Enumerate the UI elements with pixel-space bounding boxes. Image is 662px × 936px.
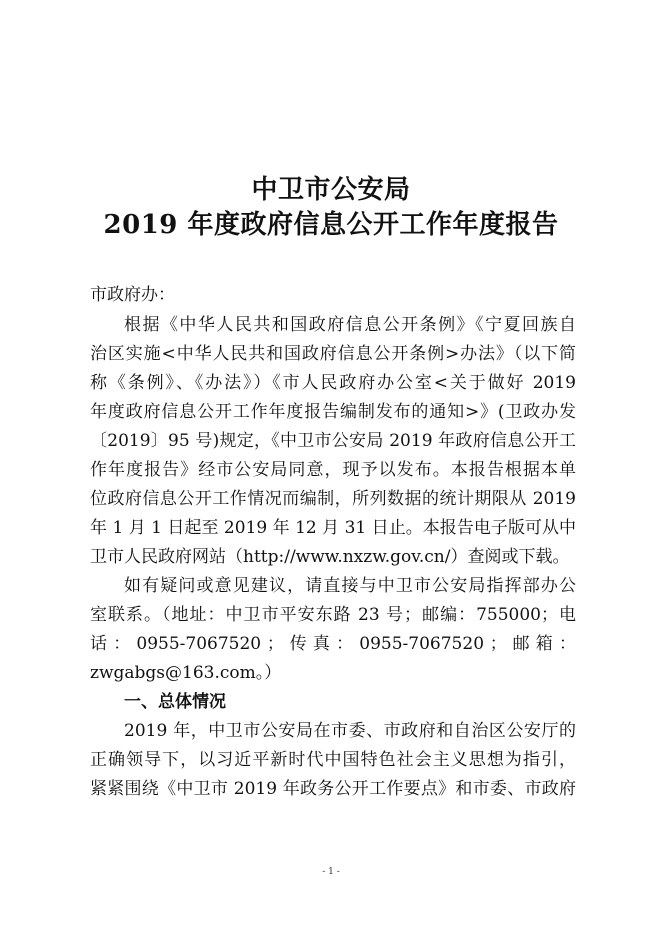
paragraph-line: 如有疑问或意见建议，请直接与中卫市公安局指挥部办公 <box>124 576 576 596</box>
section-heading: 一、总体情况 <box>124 692 226 712</box>
paragraph-line: zwgabgs@163.com。） <box>90 663 282 683</box>
paragraph-line: 正确领导下，以习近平新时代中国特色社会主义思想为指引， <box>90 750 576 770</box>
paragraph-line: 年 1 月 1 日起至 2019 年 12 月 31 日止。本报告电子版可从中 <box>90 518 576 538</box>
paragraph-line: 称《条例》、《办法》）《市人民政府办公室<关于做好 2019 <box>90 373 576 393</box>
paragraph-line: 治区实施<中华人民共和国政府信息公开条例>办法》（以下简 <box>90 344 576 364</box>
paragraph-line: 卫市人民政府网站（http://www.nxzw.gov.cn/）查阅或下载。 <box>90 547 570 567</box>
paragraph-line: 位政府信息公开工作情况而编制，所列数据的统计期限从 2019 <box>90 489 576 509</box>
paragraph-line: 紧紧围绕《中卫市 2019 年政务公开工作要点》和市委、市政府 <box>90 779 576 799</box>
paragraph-line: 话 ： 0955-7067520 ； 传 真 ： 0955-7067520 ； 邮 箱 ： <box>90 634 576 654</box>
paragraph-line: 室联系。（地址：中卫市平安东路 23 号；邮编：755000；电 <box>90 605 576 625</box>
page-number: - 1 - <box>322 867 340 877</box>
report-title-line-2: 2019 年度政府信息公开工作年度报告 <box>103 210 559 240</box>
paragraph-line: 年度政府信息公开工作年度报告编制发布的通知>》(卫政办发 <box>90 402 576 422</box>
report-title-line-1: 中卫市公安局 <box>251 175 411 205</box>
paragraph-line: 根据《中华人民共和国政府信息公开条例》《宁夏回族自 <box>124 315 576 335</box>
salutation: 市政府办： <box>90 285 175 305</box>
paragraph-line: 2019 年，中卫市公安局在市委、市政府和自治区公安厅的 <box>124 721 576 741</box>
paragraph-line: 作年度报告》经市公安局同意，现予以发布。本报告根据本单 <box>90 460 576 480</box>
paragraph-line: 〔2019〕95 号)规定，《中卫市公安局 2019 年政府信息公开工 <box>90 431 576 451</box>
